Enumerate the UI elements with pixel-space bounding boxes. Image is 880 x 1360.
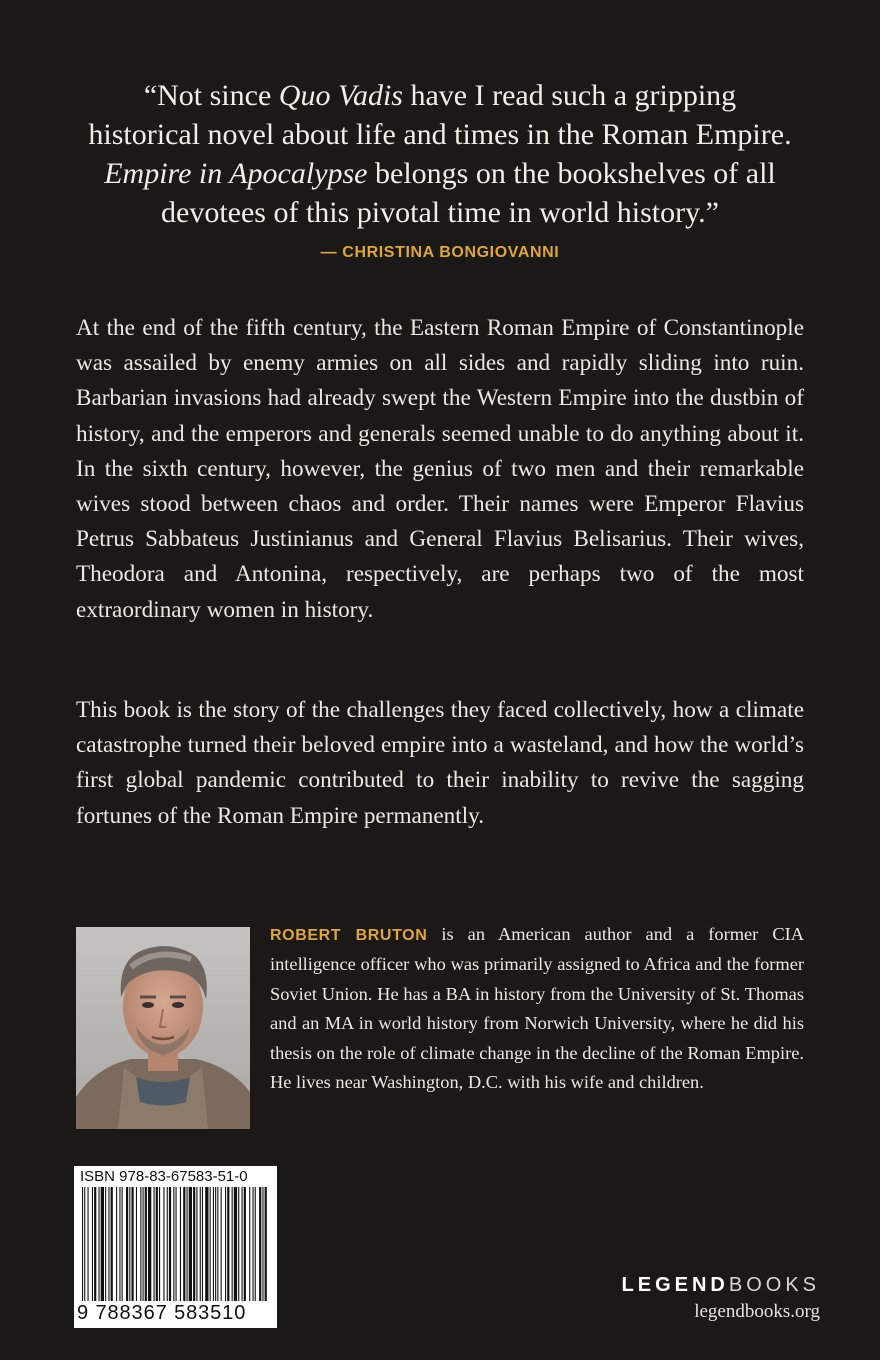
- barcode-bar: [126, 1187, 128, 1301]
- barcode-bar: [88, 1187, 89, 1301]
- publisher-block: [622, 1274, 820, 1323]
- barcode-bar: [238, 1187, 239, 1301]
- barcode-bar: [129, 1187, 130, 1301]
- barcode-bar: [101, 1187, 104, 1301]
- blurb-quote: [60, 76, 820, 232]
- barcode-bar: [225, 1187, 226, 1301]
- barcode-bar: [213, 1187, 214, 1301]
- barcode-bar: [94, 1187, 96, 1301]
- barcode-bar: [132, 1187, 134, 1301]
- barcode-bar: [99, 1187, 100, 1301]
- barcode-bar: [232, 1187, 233, 1301]
- barcode-bar: [148, 1187, 151, 1301]
- barcode-bars: [80, 1187, 271, 1301]
- quote-line-1-end: have I read such a gripping: [402, 79, 737, 112]
- barcode-bar: [187, 1187, 188, 1301]
- barcode-bar: [242, 1187, 243, 1301]
- barcode-bar: [116, 1187, 117, 1301]
- publisher-url[interactable]: legendbooks.org: [694, 1301, 820, 1322]
- quote-attribution: — CHRISTINA BONGIOVANNI: [320, 244, 560, 261]
- barcode-bar: [253, 1187, 254, 1301]
- barcode-bar: [169, 1187, 171, 1301]
- author-bio-text: is an American author and a former CIA intelligence officer who was primarily assigned to Africa and the former Soviet Union. He has a BA in history from the University of St. Thomas and an MA in world history from Norwich University, where he did his thesis on the role of climate change in the decline of the Roman Empire. He lives near Washington, D.C. with his wife and children.: [270, 924, 804, 1093]
- barcode-bar: [193, 1187, 195, 1301]
- author-bio: [270, 920, 804, 1097]
- barcode-bar: [210, 1187, 211, 1301]
- barcode-bar: [176, 1187, 177, 1301]
- barcode-bar: [111, 1187, 113, 1301]
- author-name: ROBERT BRUTON: [270, 927, 428, 944]
- isbn-barcode: [74, 1166, 277, 1328]
- quote-line-1: [60, 76, 820, 115]
- description-paragraph-2: This book is the story of the challenges they faced collectively, how a climate catastrophe turned their beloved empire into a wasteland, and how the world’s first global pandemic contributed to their inability to revive the sagging fortunes of the Roman Empire permanently.: [76, 697, 804, 829]
- barcode-bar: [180, 1187, 181, 1301]
- quote-title-book: Empire in Apocalypse: [104, 157, 368, 190]
- barcode-bar: [173, 1187, 174, 1301]
- barcode-bar: [196, 1187, 197, 1301]
- barcode-bar: [227, 1187, 229, 1301]
- barcode-bar: [108, 1187, 109, 1301]
- barcode-bar: [202, 1187, 203, 1301]
- barcode-bar: [84, 1187, 85, 1301]
- barcode-bar: [145, 1187, 147, 1301]
- quote-line-3: [60, 154, 820, 193]
- barcode-bar: [82, 1187, 83, 1301]
- quote-line-1-start: “Not since: [143, 79, 279, 112]
- author-photo: [76, 927, 250, 1129]
- barcode-bar: [221, 1187, 222, 1301]
- barcode-bar: [215, 1187, 216, 1301]
- barcode-bar: [143, 1187, 144, 1301]
- barcode-bar: [249, 1187, 250, 1301]
- barcode-bar: [255, 1187, 256, 1301]
- barcode-bar: [154, 1187, 155, 1301]
- quote-line-2: historical novel about life and times in the Roman Empire.: [88, 118, 792, 151]
- quote-line-3-end: belongs on the bookshelves of all: [367, 157, 776, 190]
- barcode-bar: [200, 1187, 201, 1301]
- barcode-bar: [234, 1187, 237, 1301]
- quote-line-4: devotees of this pivotal time in world history.”: [161, 196, 719, 229]
- barcode-bar: [140, 1187, 141, 1301]
- barcode-bar: [262, 1187, 263, 1301]
- barcode-bar: [167, 1187, 168, 1301]
- barcode-bar: [217, 1187, 218, 1301]
- barcode-bar: [244, 1187, 246, 1301]
- barcode-bar: [92, 1187, 93, 1301]
- barcode-bar: [183, 1187, 185, 1301]
- publisher-logo-light: BOOKS: [728, 1274, 820, 1296]
- barcode-bar: [159, 1187, 160, 1301]
- description-paragraph-1: At the end of the fifth century, the Eastern Roman Empire of Constantinople was assailed by enemy armies on all sides and rapidly sliding into ruin. Barbarian invasions had already swept the Western Empire into the dustbin of history, and the emperors and generals seemed unable to do anything about it. In the sixth century, however, the genius of two men and their remarkable wives stood between chaos and order. Their names were Emperor Flavius Petrus Sabbateus Justinianus and General Flavius Belisarius. Their wives, Theodora and Antonina, respectively, are perhaps two of the most extraordinary women in history.: [76, 315, 804, 623]
- barcode-bar: [156, 1187, 158, 1301]
- barcode-bar: [119, 1187, 120, 1301]
- barcode-bar: [265, 1187, 267, 1301]
- barcode-bar: [259, 1187, 261, 1301]
- publisher-logo: [622, 1274, 820, 1297]
- author-portrait-illustration: [76, 927, 250, 1129]
- barcode-bar: [205, 1187, 208, 1301]
- publisher-logo-bold: LEGEND: [621, 1274, 729, 1296]
- barcode-bar: [136, 1187, 137, 1301]
- barcode-bar: [122, 1187, 123, 1301]
- isbn-label: ISBN 978-83-67583-51-0: [80, 1168, 248, 1185]
- barcode-bar: [105, 1187, 106, 1301]
- barcode-bar: [189, 1187, 192, 1301]
- quote-title-quo-vadis: Quo Vadis: [278, 79, 403, 112]
- barcode-digits: 9 788367 583510: [77, 1302, 247, 1324]
- barcode-bar: [163, 1187, 164, 1301]
